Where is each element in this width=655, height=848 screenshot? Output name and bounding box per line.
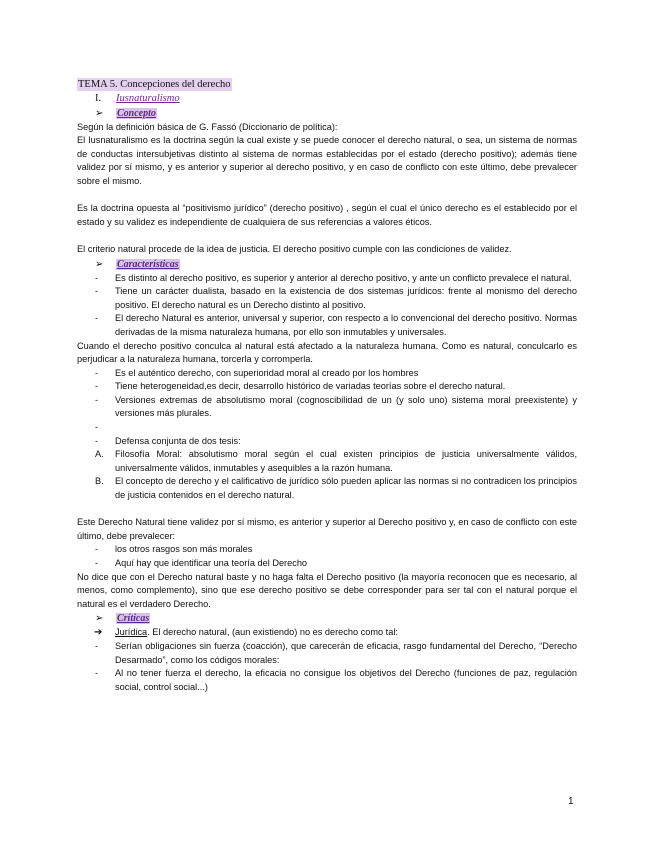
term-label: Jurídica bbox=[115, 627, 148, 638]
list-item: - Al no tener fuerza el derecho, la eficacia no consigue los objetivos del Derecho (funciones de paz, regulación social, control social...) bbox=[95, 668, 577, 692]
subheading-criticas bbox=[95, 611, 577, 626]
list-item: - Tiene heterogeneidad,es decir, desarrollo histórico de variadas teorías sobre el derecho natural. bbox=[95, 381, 506, 392]
paragraph: El criterio natural procede de la idea de justicia. El derecho positivo cumple con las condiciones de validez. bbox=[77, 243, 512, 254]
paragraph: Este Derecho Natural tiene validez por sí mismo, es anterior y superior al Derecho positivo y, en caso de conflicto con este último, debe prevalecer: bbox=[77, 517, 577, 541]
page-number: 1 bbox=[568, 796, 574, 807]
list-item: - Es el auténtico derecho, con superioridad moral al creado por los hombres bbox=[95, 367, 419, 378]
page-title: TEMA 5. Concepciones del derecho bbox=[78, 79, 231, 90]
list-item: - Es distinto al derecho positivo, es superior y anterior al derecho positivo, y ante un conflicto prevalece el natural. bbox=[95, 272, 572, 283]
list bbox=[77, 543, 577, 570]
paragraph: No dice que con el Derecho natural baste y no haga falta el Derecho positivo (la mayoría reconocen que es necesario, al menos, como complemento), sino que ese derecho positivo se debe corresponder para ser tal con el natural porque el natural es el verdadero Derecho. bbox=[77, 571, 577, 609]
list-item: - Tiene un carácter dualista, basado en la existencia de dos sistemas jurídicos: frente al monismo del derecho positivo. El derecho natural es un Derecho distinto al positivo. bbox=[95, 286, 577, 310]
paragraph: El Iusnaturalismo es la doctrina según la cual existe y se puede conocer el derecho natural, o sea, un sistema de normas de conductas intersubjetivas distinto al sistema de normas establecidas por el estado (derecho positivo); además tiene validez por sí mismo, y es anterior y superior al derecho positivo, y en caso de conflicto con este último, debe prevalecer sobre el mismo. bbox=[77, 135, 577, 186]
list-item: - los otros rasgos son más morales bbox=[95, 544, 253, 555]
paragraph: Según la definición básica de G. Fassó (Diccionario de política): bbox=[77, 121, 338, 132]
list-item: B. El concepto de derecho y el calificativo de jurídico sólo pueden aplicar las normas si no contradicen los principios de justicia contenidos en el derecho natural. bbox=[95, 476, 577, 501]
list-item: - Aquí hay que identificar una teoría del Derecho bbox=[95, 558, 308, 568]
list bbox=[77, 272, 577, 340]
section-label: Iusnaturalismo bbox=[116, 92, 180, 104]
list-item: - Defensa conjunta de dos tesis: bbox=[95, 435, 241, 446]
right-arrow-icon: ➔ bbox=[94, 627, 103, 639]
subheading-label: Críticas bbox=[117, 613, 150, 625]
list-item: A. Filosofía Moral: absolutismo moral según el cual existen principios de justicia universalmente válidos, universalmente válidos, inmutables y asequibles a la razón humana. bbox=[95, 449, 577, 473]
list-item: - bbox=[95, 422, 99, 433]
section-heading bbox=[95, 92, 577, 106]
arrow-bullet-icon: ➢ bbox=[95, 613, 104, 625]
list-item: - Serían obligaciones sin fuerza (coacción), que carecerán de eficacia, rasgo fundamental del Derecho, “Derecho Desarmado”, como los códigos morales: bbox=[95, 640, 577, 665]
subheading-label: Características bbox=[117, 258, 179, 270]
document-page bbox=[77, 78, 577, 694]
subheading-caracteristicas bbox=[95, 257, 577, 272]
section-number: I. bbox=[95, 92, 102, 104]
arrow-bullet-icon: ➢ bbox=[95, 107, 104, 119]
subheading-concepto bbox=[95, 106, 577, 121]
arrow-bullet-icon: ➢ bbox=[95, 258, 104, 270]
list-item: - Versiones extremas de absolutismo moral (cognoscibilidad de un (y solo uno) sistema moral preexistente) y versiones más plurales. bbox=[95, 394, 577, 419]
paragraph: Es la doctrina opuesta al “positivismo jurídico” (derecho positivo) , según el cual el único derecho es el establecido por el estado y su validez es independiente de cualquiera de sus referencias a valores éticos. bbox=[77, 203, 577, 227]
list-item: ➔ Jurídica. El derecho natural, (aun existiendo) no es derecho como tal: bbox=[94, 627, 398, 639]
list-item: - El derecho Natural es anterior, universal y superior, con respecto a lo convencional del derecho positivo. Normas derivadas de la misma naturaleza humana, por ello son inmutables y universales. bbox=[95, 313, 577, 337]
list bbox=[77, 640, 577, 694]
paragraph: Cuando el derecho positivo conculca al natural está afectado a la naturaleza humana. Como es natural, conculcarlo es perjudicar a la naturaleza humana, torcerla y corromperla. bbox=[77, 340, 577, 365]
list bbox=[77, 367, 577, 503]
subheading-label: Concepto bbox=[117, 107, 156, 119]
